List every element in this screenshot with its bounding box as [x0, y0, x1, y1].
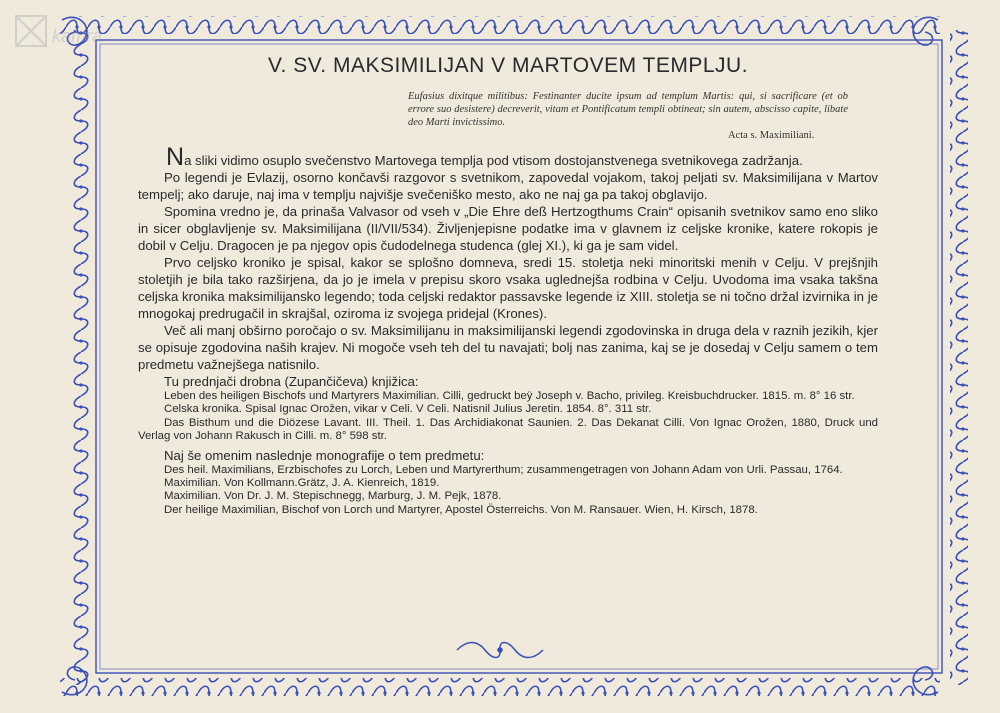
page-title: V. SV. MAKSIMILIJAN V MARTOVEM TEMPLJU.: [267, 54, 749, 77]
main-text: [138, 143, 878, 390]
epigraph-attribution: Acta s. Maximiliani.: [728, 130, 815, 141]
epigraph: Eufasius dixitque militibus: Festinanter ducite ipsum ad templum Martis: qui, si sacrificare (et ob errore suo desistere) decreverit, vitam et Pontificatum templi obtineat; sin autem, abscisso capite, libate deo Marti invictissimo.: [408, 91, 848, 128]
bibliography-entry: Maximilian. Von Dr. J. M. Stepischnegg, Marburg, J. M. Pejk, 1878.: [164, 490, 502, 503]
end-ornament: [455, 638, 545, 662]
paragraph-5: Več ali manj obširno poročajo o sv. Maksimilijanu in maksimilijanski legendi zgodovinska in druga dela v raznih jezikih, kjer se opisuje zgodovina naših krajev. Ni mogoče vseh teh del tu navajati; bolj nas zanima, kaj se je dosedaj v Celju samem o tem predmetu važnejšega natisnilo.: [138, 323, 878, 372]
paragraph-3: Spomina vredno je, da prinaša Valvasor od vseh v „Die Ehre deß Hertzogthums Crain“ opisanih svetnikov samo eno sliko in sicer obglavljenje sv. Maksimilijana (II/VII/534). Življenjepisne podatke ima v glavnem iz celjske kronike, katere rokopis je dobil v Celju. Dragocen je pa njegov opis čudodelnega studenca (glej XI.), ki ga je sam videl.: [138, 204, 878, 253]
paragraph-1: Na sliki vidimo osuplo svečenstvo Martovega templja pod vtisom dostojanstvenega svetnikovega zadržanja.: [166, 143, 803, 171]
paragraph-2: Po legendi je Evlazij, osorno končavši razgovor s svetnikom, zapovedal vojakom, takoj peljati sv. Maksimilijana v Martov tempelj; ako daruje, naj ima v templju najvišje svečeniško mesto, ako ne naj ga pa takoj obglavijo.: [138, 170, 878, 202]
bibliography-entry: Leben des heiligen Bischofs und Martyrers Maximilian. Cilli, gedruckt beÿ Joseph v. Bacho, privileg. Kreisbuchdrucker. 1815. m. 8° 16 str.: [164, 390, 855, 402]
bibliography-entry: Das Bisthum und die Diözese Lavant. III. Theil. 1. Das Archidiakonat Saunien. 2. Das Dekanat Cilli. Von Ignac Orožen, 1880, Druck und Verlag von Johann Rakusch in Cilli. m. 8° 598 str.: [138, 416, 878, 443]
bibliography-entry: Maximilian. Von Kollmann.Grätz, J. A. Kienreich, 1819.: [164, 477, 440, 490]
drop-cap: N: [166, 143, 185, 171]
watermark-text: kamra: [52, 26, 103, 46]
bibliography-entry: Der heilige Maximilian, Bischof von Lorch und Martyrer, Apostel Österreichs. Von M. Ransauer. Wien, H. Kirsch, 1878.: [164, 503, 758, 516]
monograph-intro-wrap: [138, 447, 878, 464]
document-content: [138, 40, 878, 680]
bibliography-entry: Celska kronika. Spisal Ignac Orožen, vikar v Celi. V Celi. Natisnil Julius Jeretin. 1854. 8°. 311 str.: [164, 403, 652, 416]
paragraph-6: Tu prednjači drobna (Zupančičeva) knjižica:: [164, 374, 419, 389]
monograph-intro: Naj še omenim naslednje monografije o tem predmetu:: [164, 447, 485, 463]
bibliography-list-1: [138, 390, 878, 444]
paragraph-4: Prvo celjsko kroniko je spisal, kakor se splošno domneva, sredi 15. stoletja neki minoritski menih v Celju. V prejšnjih stoletjih je bila tako razširjena, da jo je imela v prepisu skoro vsaka uglednejša rodbina v Celju. Uvodoma ima vsaka takšna celjska kronika maksimilijansko legendo; toda celjski redaktor passavske legende iz XIII. stoletja se ni točno držal izvirnika in je mnogokaj predrugačil in skrajšal, oziroma iz svojega pridejal (Krones).: [138, 255, 878, 321]
bibliography-list-2: [138, 464, 878, 518]
bibliography-entry: Des heil. Maximilians, Erzbischofes zu Lorch, Leben und Martyrerthum; zusammengetragen von Johann Adam von Urli. Passau, 1764.: [164, 463, 843, 476]
